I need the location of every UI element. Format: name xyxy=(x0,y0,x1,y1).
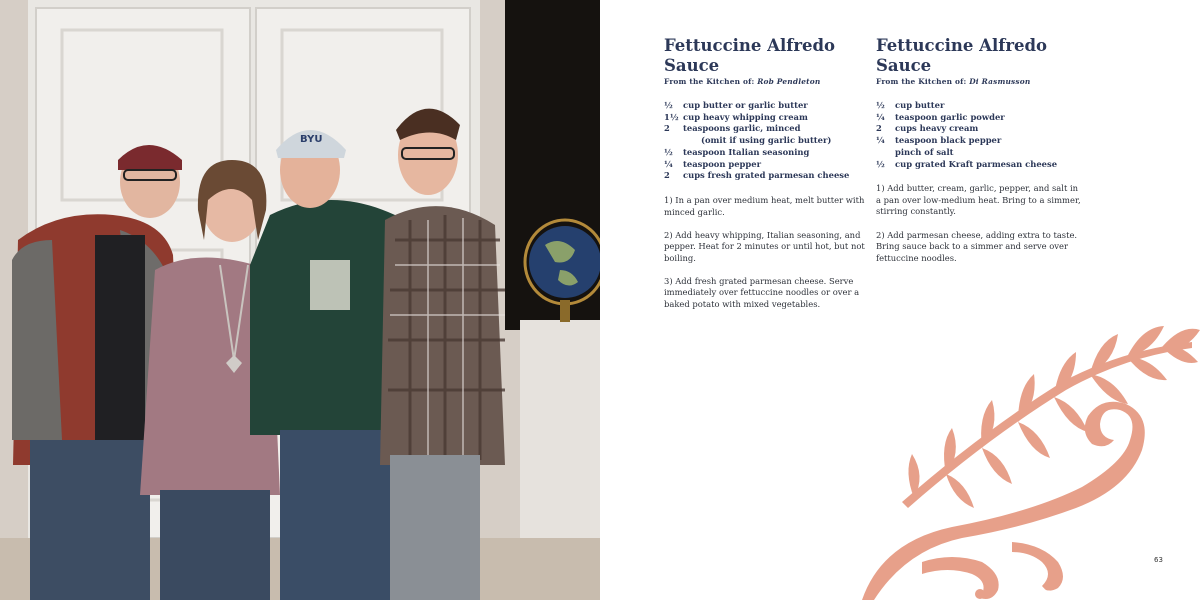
ingredient-item: ½ teaspoon Italian seasoning xyxy=(664,146,810,157)
ingredient-item: 1½ cup heavy whipping cream xyxy=(664,111,808,122)
ingredient-item: 2 cups heavy cream xyxy=(876,123,979,134)
recipe-author: From the Kitchen of: Di Rasmusson xyxy=(876,77,1031,86)
instruction-step: 2) Add parmesan cheese, adding extra to taste. Bring sauce back to a simmer and serve over fettuccine noodles. xyxy=(876,229,1078,263)
ingredient-item: ¼ teaspoon pepper xyxy=(664,158,762,169)
ingredient-item: ½ cup grated Kraft parmesan cheese xyxy=(876,158,1058,169)
instruction-list xyxy=(664,195,869,311)
ingredient-note: (omit if using garlic butter) xyxy=(701,135,832,146)
instruction-step: 3) Add fresh grated parmesan cheese. Serve immediately over fettuccine noodles or over a baked potato with mixed vegetables. xyxy=(664,275,860,310)
ingredient-item: 2 teaspoons garlic, minced xyxy=(664,123,801,134)
ingredient-item: 2 cups fresh grated parmesan cheese xyxy=(664,170,850,181)
instruction-step: 1) Add butter, cream, garlic, pepper, and salt in a pan over low-medium heat. Bring to a simmer, stirring constantly. xyxy=(876,183,1081,217)
leaf-ornament-icon xyxy=(862,312,1200,600)
recipe-1 xyxy=(664,36,869,322)
hat-logo: BYU xyxy=(300,134,323,145)
instruction-step: 2) Add heavy whipping, Italian seasoning, and pepper. Heat for 2 minutes or until hot, but not boiling. xyxy=(664,229,865,263)
instruction-step: 1) In a pan over medium heat, melt butter with minced garlic. xyxy=(664,194,865,217)
ingredient-item: pinch of salt xyxy=(895,146,954,157)
recipe-title: Fettuccine Alfredo Sauce xyxy=(664,36,836,75)
ingredient-list xyxy=(876,100,1081,170)
recipe-author: From the Kitchen of: Rob Pendleton xyxy=(664,77,821,86)
page-number: 63 xyxy=(1154,556,1163,564)
ingredient-item: ¼ teaspoon garlic powder xyxy=(876,111,1005,122)
ingredient-item: ½ cup butter xyxy=(876,100,945,110)
recipe-title: Fettuccine Alfredo Sauce xyxy=(876,36,1048,75)
ingredient-item: ¼ teaspoon black pepper xyxy=(876,135,1002,146)
instruction-list xyxy=(876,183,1081,264)
recipe-page xyxy=(600,0,1200,600)
ingredient-item: ½ cup butter or garlic butter xyxy=(664,100,808,110)
ingredient-list xyxy=(664,100,869,182)
recipe-2 xyxy=(876,36,1081,276)
